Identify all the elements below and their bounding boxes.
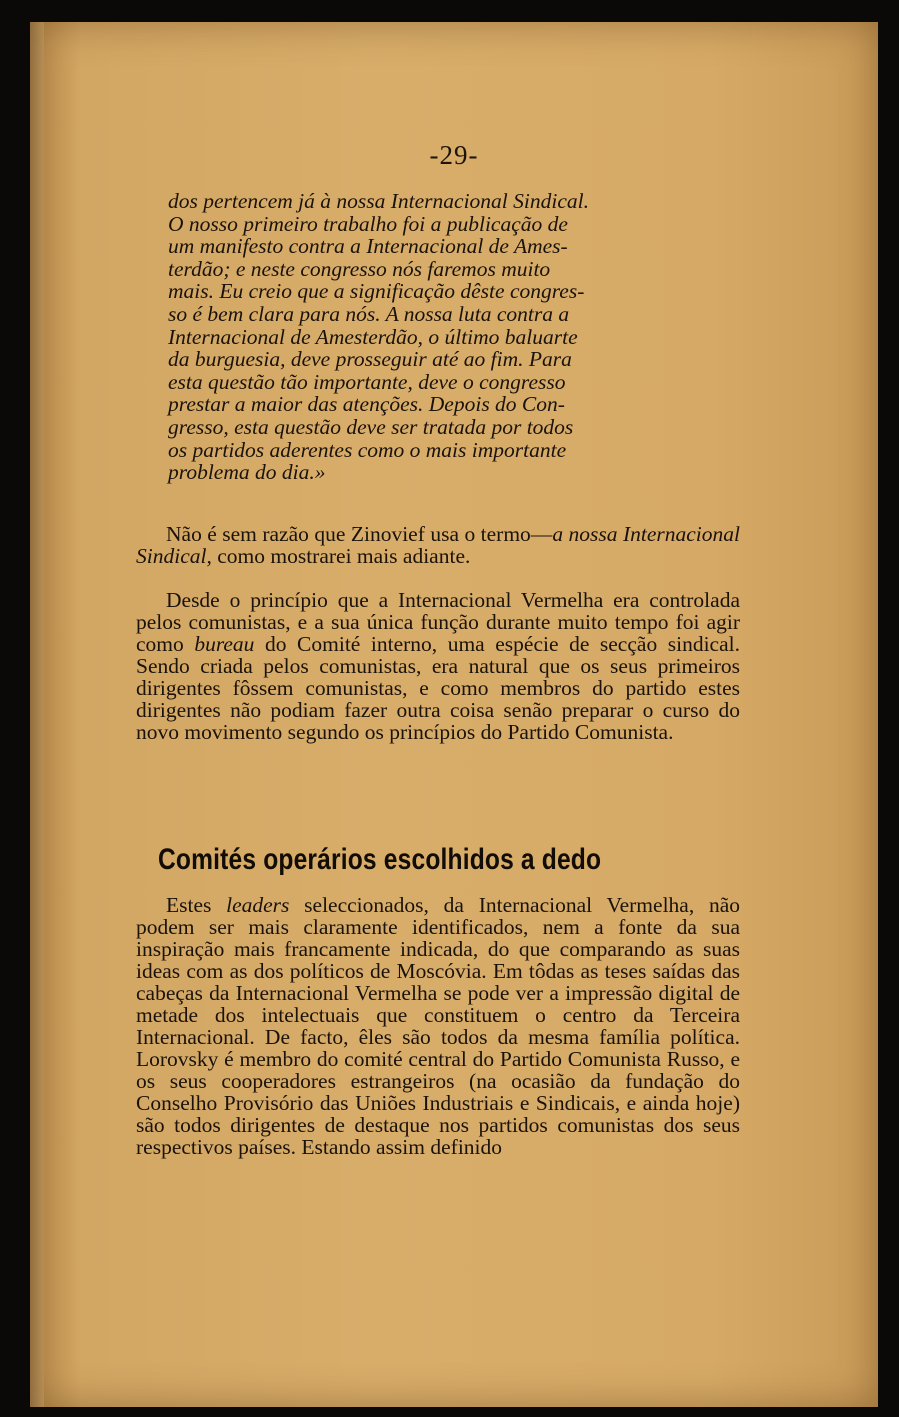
quote-line: da burguesia, deve prosseguir até ao fim. Para: [168, 347, 572, 372]
paragraph-text: do Comité interno, uma espécie de secção sindical. Sendo criada pelos comunistas, era natural que os seus primeiros dirigentes fôssem comunistas, e como membros do partido estes dirigentes não podiam fazer outra coisa senão preparar o curso do novo movimento segundo os princípios do Partido Comunista.: [136, 632, 740, 744]
quote-line: terdão; e neste congresso nós faremos muito: [168, 256, 551, 281]
quote-line: os partidos aderentes como o mais importante: [168, 437, 567, 462]
page-number: -29-: [429, 140, 479, 170]
book-page: [30, 22, 878, 1407]
quote-line: um manifesto contra a Internacional de Ames-: [168, 234, 568, 259]
paragraph-leaders: [136, 894, 740, 1158]
quoted-speech: [168, 190, 704, 484]
quote-line: Internacional de Amesterdão, o último baluarte: [168, 324, 578, 349]
paragraph-text: Desde o princípio que a Internacional Vermelha era controlada pelos comunistas, e a sua única função durante muito tempo foi agir como: [136, 588, 740, 656]
quote-line: O nosso primeiro trabalho foi a publicação de: [168, 211, 568, 236]
paragraph-italic: bureau: [194, 632, 255, 656]
quote-line: problema do dia.»: [168, 460, 326, 485]
quote-line: dos pertencem já à nossa Internacional Sindical.: [168, 189, 589, 213]
paragraph-text: seleccionados, da Internacional Vermelha, não podem ser mais claramente identificados, nem a fonte da sua inspiração mais francamente indicada, do que comparando as suas ideas com as dos políticos de Moscóvia. Em tôdas as teses saídas das cabeças da Internacional Vermelha se pode ver a impressão digital de metade dos intelectuais que constituem o centro da Terceira Internacional. De facto, êles são todos da mesma família política. Lorovsky é membro do comité central do Partido Comunista Russo, e os seus cooperadores estrangeiros (na ocasião da fundação do Conselho Provisório das Uniões Industriais e Sindicais, e ainda hoje) são todos dirigentes de destaque nos partidos comunistas dos seus respectivos países. Estando assim definido: [136, 893, 740, 1159]
quote-line: so é bem clara para nós. A nossa luta contra a: [168, 301, 570, 326]
paragraph-italic: a nossa Internacional Sindical,: [136, 522, 740, 568]
quote-line: mais. Eu creio que a significação dêste congres-: [168, 279, 585, 304]
paragraph-text: como mostrarei mais adiante.: [211, 544, 471, 568]
paragraph-text: Estes: [166, 893, 227, 917]
paragraph-italic: leaders: [226, 893, 290, 917]
paragraph-zinovief: [136, 523, 740, 567]
quote-line: gresso, esta questão deve ser tratada por todos: [168, 414, 574, 439]
paragraph-internacional-vermelha: [136, 589, 740, 743]
page-spine-shadow: [30, 22, 44, 1407]
quote-line: prestar a maior das atenções. Depois do Con-: [168, 392, 565, 417]
section-heading: Comités operários escolhidos a dedo: [158, 843, 602, 876]
quote-line: esta questão tão importante, deve o congresso: [168, 369, 566, 394]
paragraph-text: Não é sem razão que Zinovief usa o termo—: [166, 522, 553, 546]
